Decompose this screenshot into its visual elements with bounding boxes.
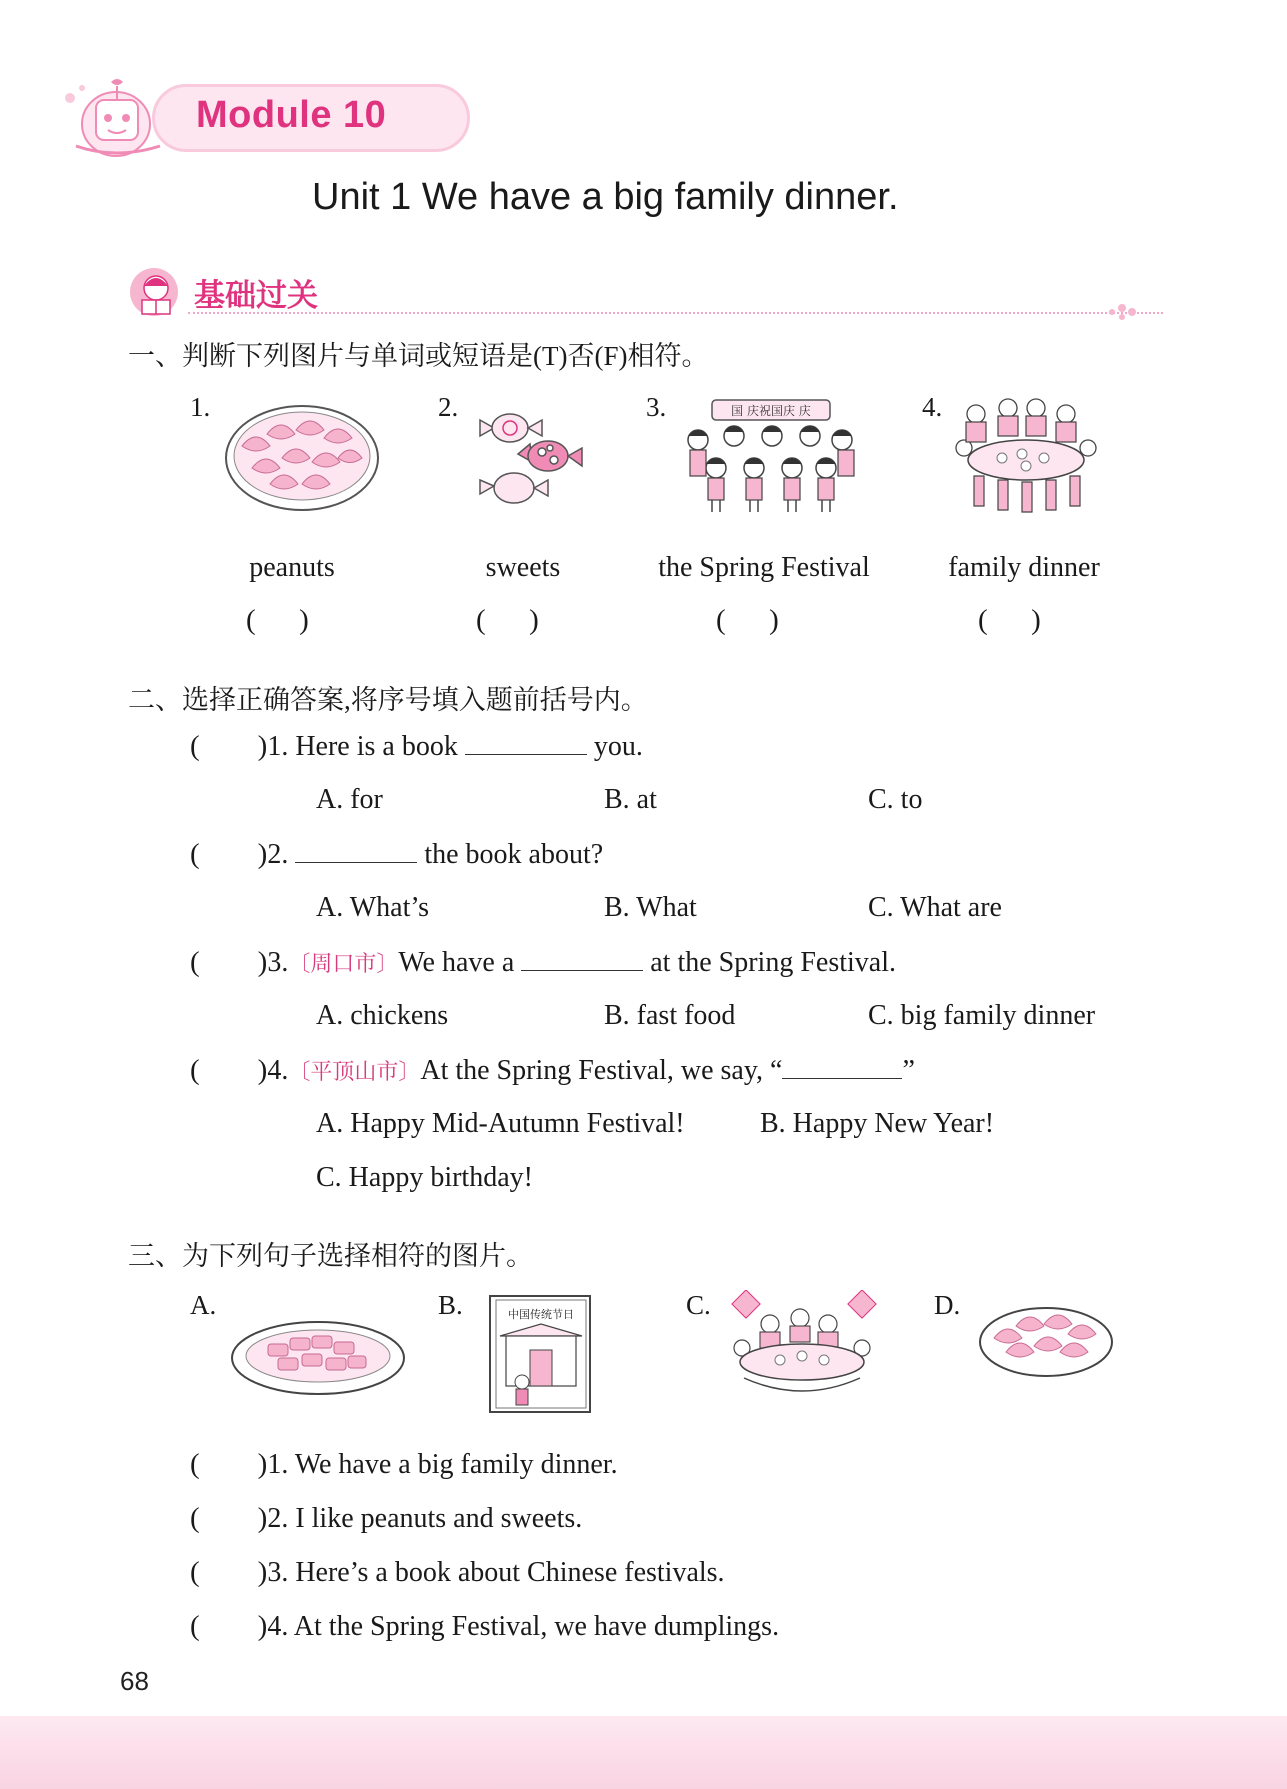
answer-blank[interactable]: ( ) (190, 730, 268, 762)
sentence-text: 4. At the Spring Festival, we have dumplings. (267, 1611, 780, 1642)
answer-blank[interactable]: ( ) (190, 1556, 268, 1588)
bottom-band (0, 1716, 1287, 1789)
question-row (190, 730, 643, 763)
source-tag: 〔平顶山市〕 (288, 1060, 421, 1085)
answer-blank[interactable]: ( ) (246, 604, 309, 636)
part1-item-number: 2. (438, 392, 459, 422)
answer-blank[interactable]: ( ) (190, 1502, 268, 1534)
fill-blank[interactable] (295, 840, 417, 863)
question-text: We have a (398, 947, 515, 978)
sentence-text: 2. I like peanuts and sweets. (267, 1503, 583, 1534)
family-dinner-icon (952, 396, 1100, 520)
part1-item-number: 3. (646, 392, 667, 422)
match-sentence (190, 1556, 725, 1589)
answer-blank[interactable]: ( ) (190, 946, 268, 978)
page-number: 68 (120, 1666, 149, 1696)
question-text: Here is a book (295, 731, 458, 762)
question-row (190, 946, 896, 979)
picture-letter: B. (438, 1290, 463, 1320)
option-c: C. big family dinner (868, 1000, 1096, 1031)
option-b: B. at (604, 784, 657, 815)
question-text: At the Spring Festival, we say, “ (420, 1055, 783, 1086)
option-a: A. for (316, 784, 383, 815)
fill-blank[interactable] (465, 732, 587, 755)
dumplings-plate-icon (976, 1294, 1116, 1380)
answer-blank[interactable]: ( ) (190, 1054, 268, 1086)
answer-blank[interactable]: ( ) (190, 1610, 268, 1642)
sweets-plate-icon (228, 1312, 408, 1398)
section-label: 基础过关 (194, 278, 318, 313)
option-a: A. chickens (316, 1000, 449, 1031)
module-title: Module 10 (196, 94, 387, 136)
answer-blank[interactable]: ( ) (978, 604, 1041, 636)
children-celebrating-icon (676, 396, 862, 514)
part3-heading: 三、为下列句子选择相符的图片。 (128, 1241, 533, 1271)
match-sentence (190, 1502, 582, 1535)
option-a: A. What’s (316, 892, 430, 923)
question-number: 4. (267, 1055, 289, 1086)
answer-blank[interactable]: ( ) (190, 838, 268, 870)
option-b: B. fast food (604, 1000, 736, 1031)
picture-letter: D. (934, 1290, 961, 1320)
section-header-basic (128, 266, 1128, 316)
question-text: the book about? (424, 839, 604, 870)
question-number: 3. (267, 947, 289, 978)
question-row (190, 838, 603, 871)
question-text: you. (593, 731, 643, 762)
book-title: 中国传统节日 (508, 1308, 574, 1321)
fill-blank[interactable] (521, 948, 643, 971)
festival-book-icon (486, 1292, 596, 1416)
picture-letter: A. (190, 1290, 217, 1320)
match-sentence (190, 1448, 618, 1481)
answer-blank[interactable]: ( ) (476, 604, 539, 636)
option-b: B. What (604, 892, 697, 923)
picture-letter: C. (686, 1290, 711, 1320)
sentence-text: 3. Here’s a book about Chinese festivals. (267, 1557, 725, 1588)
girl-reading-icon (128, 266, 190, 318)
candies-icon (470, 396, 590, 514)
unit-title: Unit 1 We have a big family dinner. (312, 176, 899, 218)
dotted-divider (188, 312, 1163, 314)
dumplings-plate-icon (222, 396, 382, 514)
option-c: C. What are (868, 892, 1002, 923)
source-tag: 〔周口市〕 (288, 952, 399, 977)
question-number: 1. (267, 731, 289, 762)
option-a: A. Happy Mid-Autumn Festival! (316, 1108, 685, 1139)
question-row (190, 1054, 915, 1087)
answer-blank[interactable]: ( ) (716, 604, 779, 636)
part1-word: peanuts (249, 552, 335, 583)
banner-text: 国 庆祝国庆 庆 (731, 404, 811, 418)
part1-item-number: 4. (922, 392, 943, 422)
family-dinner-fu-icon (722, 1290, 882, 1400)
fill-blank[interactable] (782, 1056, 902, 1079)
part2-heading: 二、选择正确答案,将序号填入题前括号内。 (128, 685, 648, 715)
part1-word: the Spring Festival (658, 552, 870, 583)
match-sentence (190, 1610, 779, 1643)
part1-word: family dinner (948, 552, 1100, 583)
question-text: at the Spring Festival. (650, 947, 897, 978)
option-b: B. Happy New Year! (760, 1108, 995, 1139)
option-c: C. Happy birthday! (316, 1162, 533, 1193)
question-text: ” (902, 1055, 915, 1086)
part1-item-number: 1. (190, 392, 211, 422)
sentence-text: 1. We have a big family dinner. (267, 1449, 618, 1480)
option-c: C. to (868, 784, 923, 815)
module-banner (56, 76, 416, 162)
part1-heading: 一、判断下列图片与单词或短语是(T)否(F)相符。 (128, 341, 709, 371)
dots-decoration-icon (1108, 302, 1138, 322)
answer-blank[interactable]: ( ) (190, 1448, 268, 1480)
part1-word: sweets (485, 552, 561, 583)
question-number: 2. (267, 839, 289, 870)
